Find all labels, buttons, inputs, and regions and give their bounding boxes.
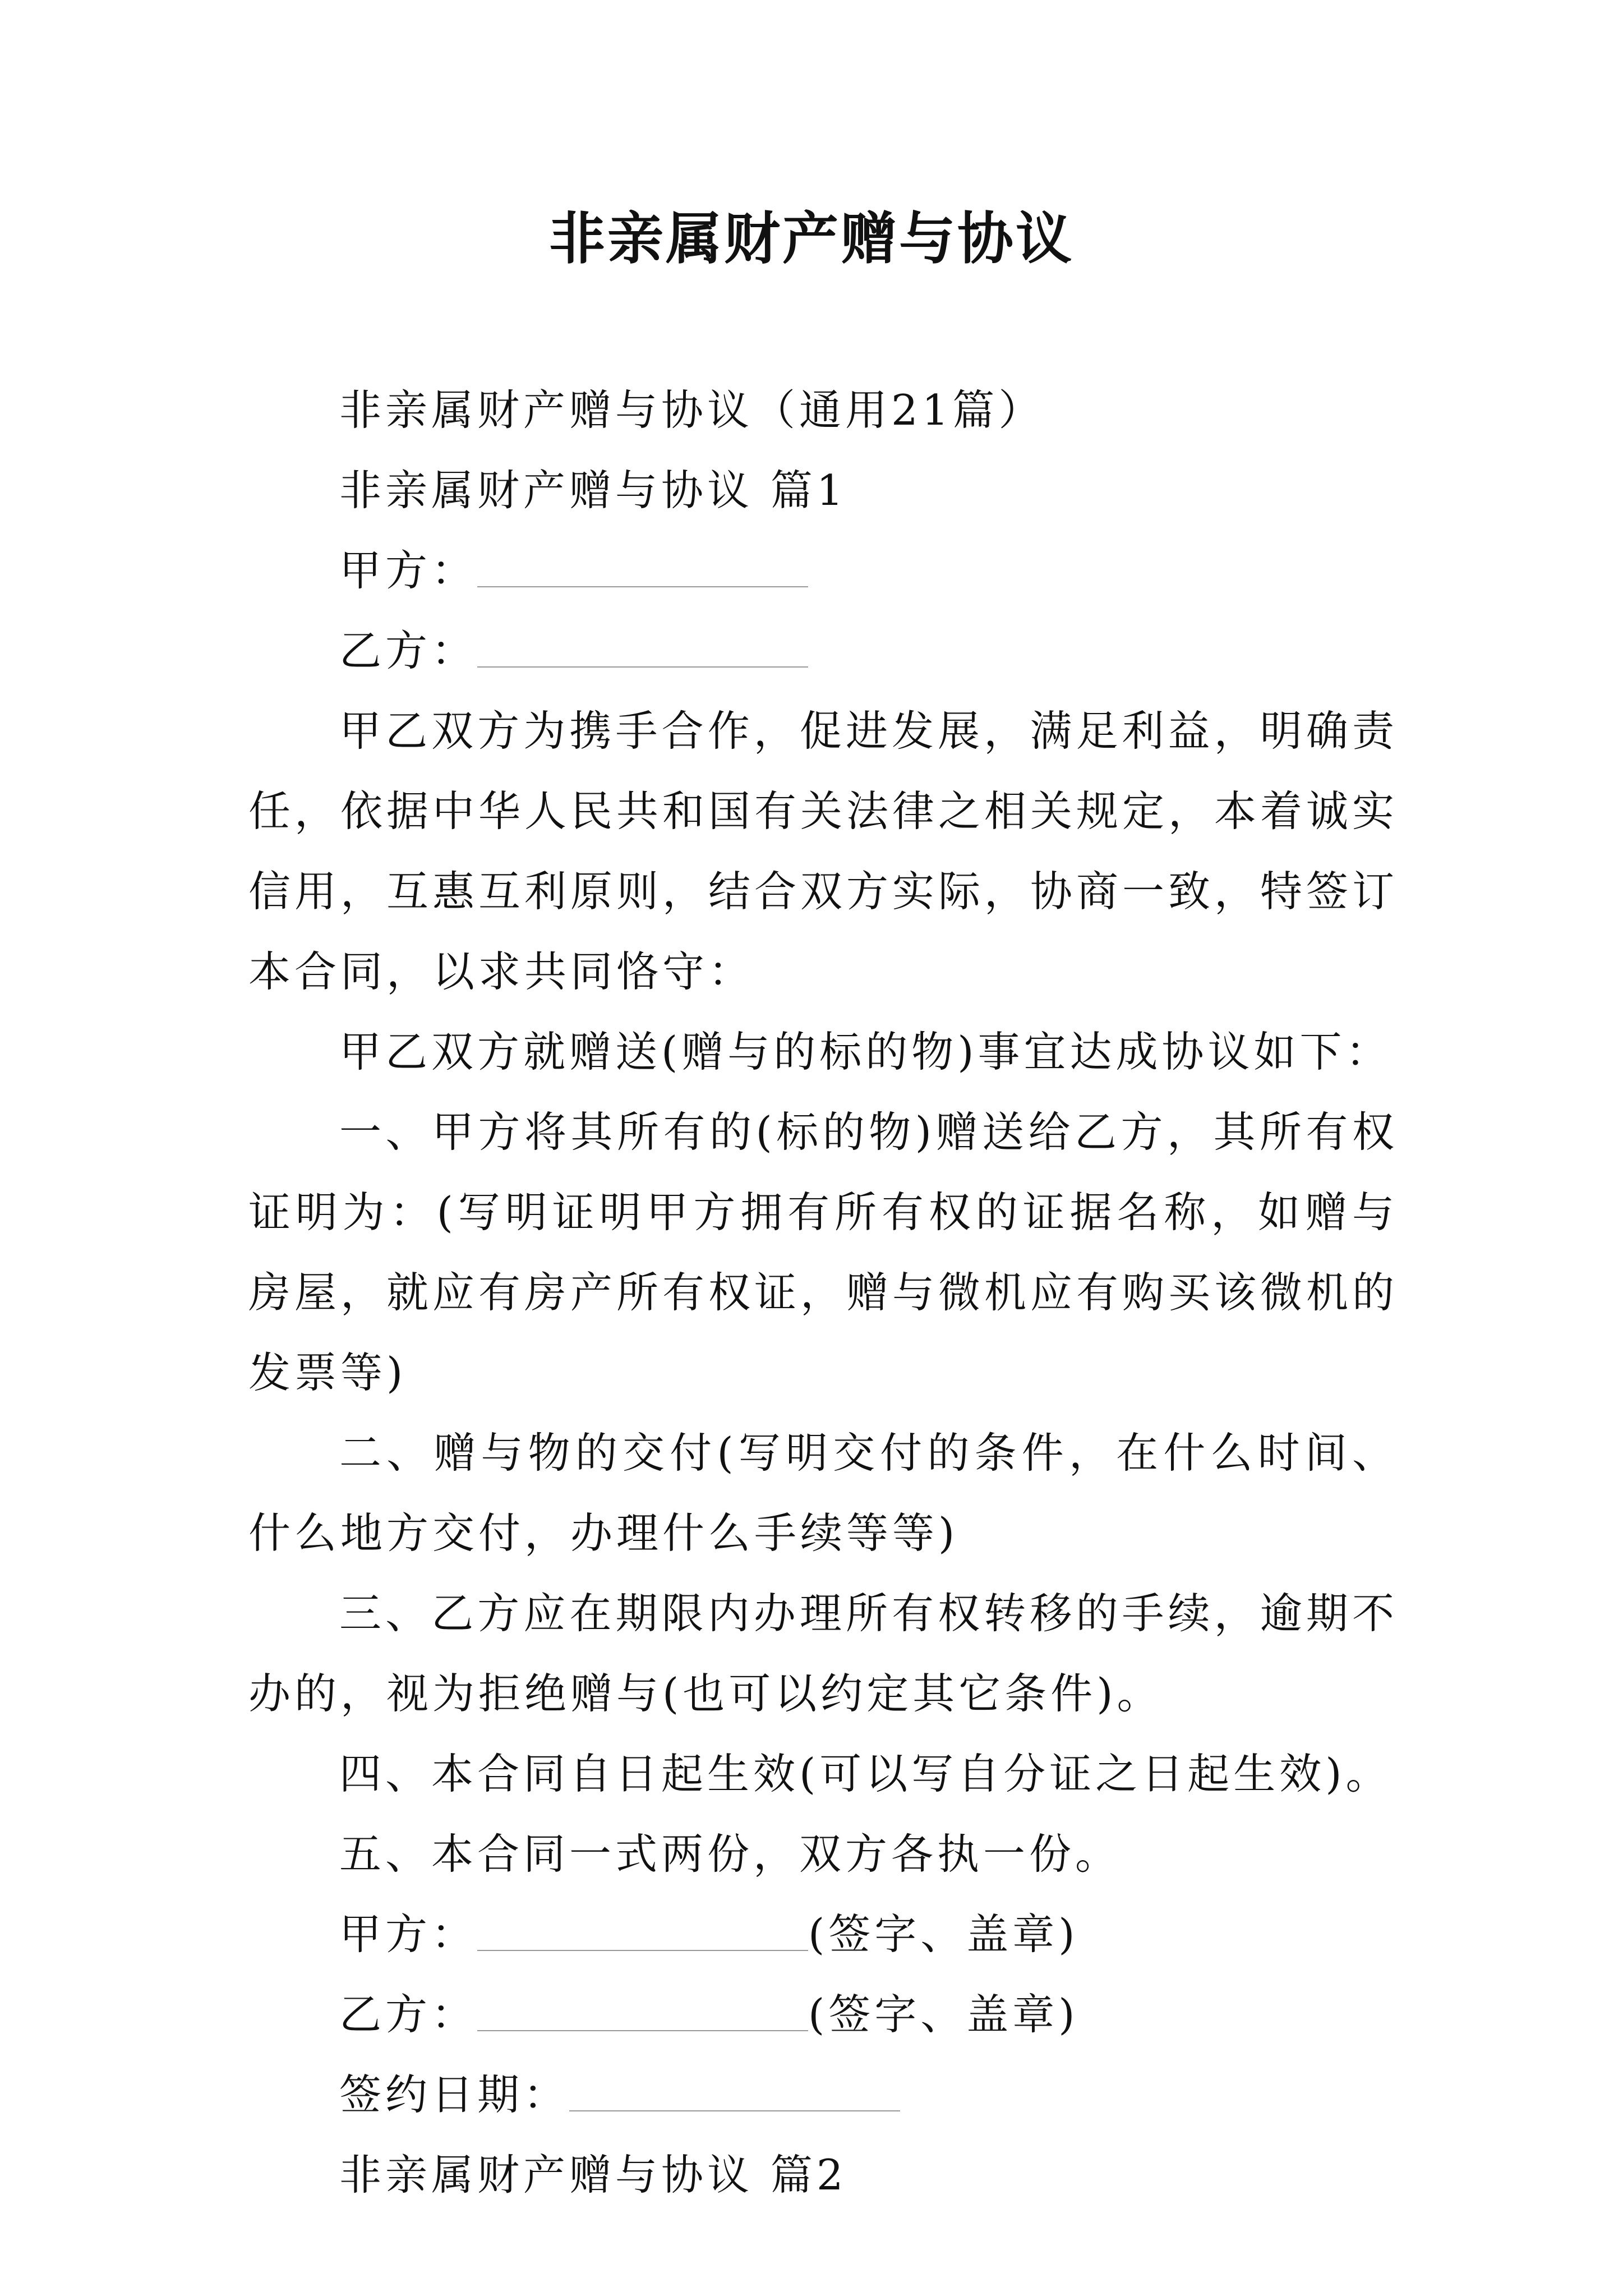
party-b-label: 乙方： [339,626,478,675]
sign-party-a-label: 甲方： [339,1910,478,1959]
agreement-line: 甲乙双方就赠送(赠与的标的物)事宜达成协议如下： [339,1027,1392,1076]
party-a-blank [477,553,808,587]
section-heading-2: 非亲属财产赠与协议 篇2 [339,2150,847,2200]
clause-5: 五、本合同一式两份，双方各执一份。 [339,1829,1122,1879]
party-b-line [248,611,1398,691]
sign-party-b-suffix: (签字、盖章) [808,1990,1079,2039]
clause-3: 三、乙方应在期限内办理所有权转移的手续，逾期不办的，视为拒绝赠与(也可以约定其它条件)。 [248,1589,1398,1718]
sign-party-b-line [248,1975,1398,2055]
sign-date-blank [569,2077,900,2111]
document-title: 非亲属财产赠与协议 [549,205,1074,272]
party-b-blank [477,633,808,668]
section-heading-1: 非亲属财产赠与协议 篇1 [339,466,847,515]
document-body [248,370,1398,2215]
sign-party-a-blank [477,1916,808,1951]
clause-2: 二、赠与物的交付(写明交付的条件，在什么时间、什么地方交付，办理什么手续等等) [248,1428,1398,1558]
sign-date-line [248,2055,1398,2135]
intro-paragraph: 甲乙双方为携手合作，促进发展，满足利益，明确责任，依据中华人民共和国有关法律之相关规定，本着诚实信用，互惠互利原则，结合双方实际，协商一致，特签订本合同，以求共同恪守： [248,706,1399,996]
sign-date-label: 签约日期： [339,2070,570,2119]
clause-4: 四、本合同自日起生效(可以写自分证之日起生效)。 [339,1749,1392,1798]
sign-party-b-label: 乙方： [339,1990,478,2039]
sign-party-b-blank [477,1996,808,2031]
document-subtitle: 非亲属财产赠与协议（通用21篇） [339,385,1045,435]
party-a-line [248,531,1398,611]
party-a-label: 甲方： [339,546,478,595]
sign-party-a-line [248,1894,1398,1975]
sign-party-a-suffix: (签字、盖章) [808,1910,1079,1959]
clause-1: 一、甲方将其所有的(标的物)赠送给乙方，其所有权证明为：(写明证明甲方拥有所有权的证据名称，如赠与房屋，就应有房产所有权证，赠与微机应有购买该微机的发票等) [248,1107,1399,1397]
